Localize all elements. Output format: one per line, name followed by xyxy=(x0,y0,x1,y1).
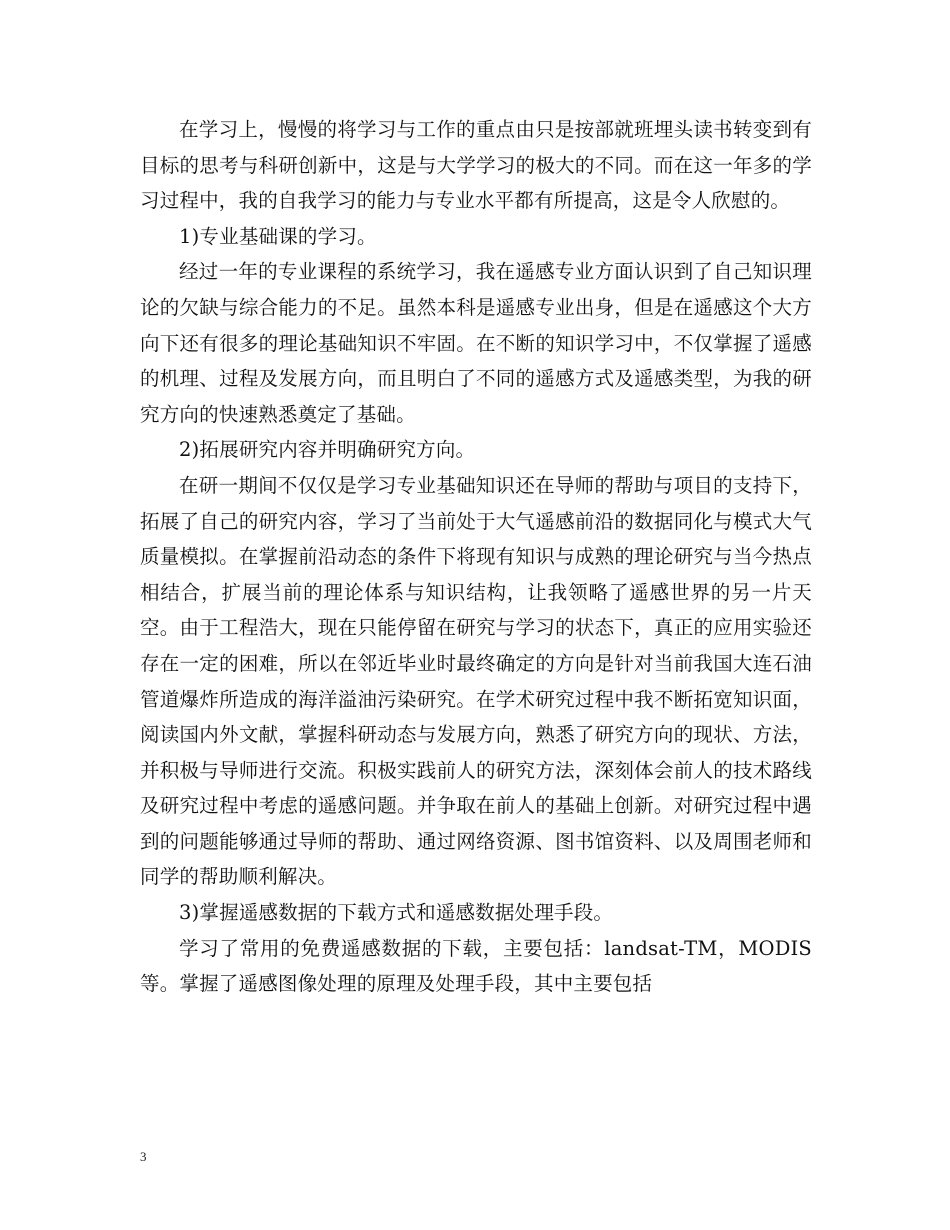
section-heading-2: 2)拓展研究内容并明确研究方向。 xyxy=(179,438,476,462)
paragraph-data-processing: 学习了常用的免费遥感数据的下载，主要包括：landsat-TM，MODIS等。掌握了遥感图像处理的原理及处理手段，其中主要包括 xyxy=(140,936,812,996)
paragraph-intro: 在学习上，慢慢的将学习与工作的重点由只是按部就班埋头读书转变到有目标的思考与科研创新中，这是与大学学习的极大的不同。而在这一年多的学习过程中，我的自我学习的能力与专业水平都有所提高，这是令人欣慰的。 xyxy=(140,118,812,213)
page-number: 3 xyxy=(140,1149,147,1164)
section-heading-3: 3)掌握遥感数据的下载方式和遥感数据处理手段。 xyxy=(179,901,614,925)
document-body xyxy=(140,112,812,1002)
paragraph-research-direction: 在研一期间不仅仅是学习专业基础知识还在导师的帮助与项目的支持下，拓展了自己的研究内容，学习了当前处于大气遥感前沿的数据同化与模式大气质量模拟。在掌握前沿动态的条件下将现有知识与成熟的理论研究与当今热点相结合，扩展当前的理论体系与知识结构，让我领略了遥感世界的另一片天空。由于工程浩大，现在只能停留在研究与学习的状态下，真正的应用实验还存在一定的困难，所以在邻近毕业时最终确定的方向是针对当前我国大连石油管道爆炸所造成的海洋溢油污染研究。在学术研究过程中我不断拓宽知识面，阅读国内外文献，掌握科研动态与发展方向，熟悉了研究方向的现状、方法，并积极与导师进行交流。积极实践前人的研究方法，深刻体会前人的技术路线及研究过程中考虑的遥感问题。并争取在前人的基础上创新。对研究过程中遇到的问题能够通过导师的帮助、通过网络资源、图书馆资料、以及周围老师和同学的帮助顺利解决。 xyxy=(140,473,812,889)
section-heading-1: 1)专业基础课的学习。 xyxy=(179,224,377,248)
paragraph-basic-courses: 经过一年的专业课程的系统学习，我在遥感专业方面认识到了自己知识理论的欠缺与综合能力的不足。虽然本科是遥感专业出身，但是在遥感这个大方向下还有很多的理论基础知识不牢固。在不断的知识学习中，不仅掌握了遥感的机理、过程及发展方向，而且明白了不同的遥感方式及遥感类型，为我的研究方向的快速熟悉奠定了基础。 xyxy=(140,260,812,426)
